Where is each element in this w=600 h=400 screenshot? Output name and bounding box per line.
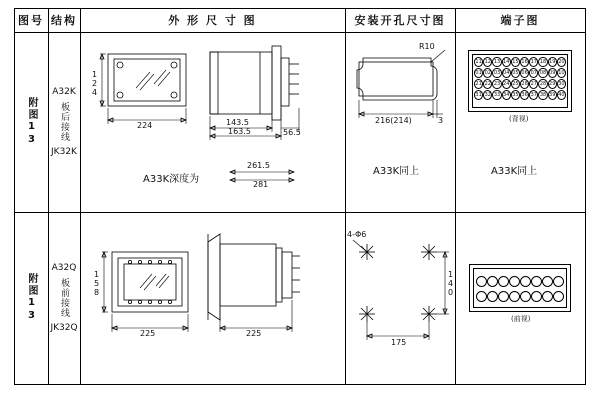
terminal2-rows xyxy=(476,272,564,306)
row2-cutout-drawing xyxy=(345,212,455,384)
terminal-pin xyxy=(542,276,553,287)
frame-right xyxy=(585,8,586,385)
terminal-row xyxy=(474,90,566,100)
row1-struct-bottom: JK32K xyxy=(51,147,77,157)
terminal-pin: 27 xyxy=(530,81,537,87)
header-col-terminal-label: 端子图 xyxy=(500,14,540,27)
terminal-row xyxy=(476,291,564,302)
terminal2-caption: (前视) xyxy=(511,315,531,323)
row2-terminal-drawing xyxy=(455,212,585,384)
dim-143-5: 143.5 xyxy=(226,118,249,127)
terminal-pin: 38 xyxy=(539,92,547,98)
terminal-pin: 37 xyxy=(530,92,537,98)
dim-216-214: 216(214) xyxy=(375,116,412,125)
terminal-pin: 16 xyxy=(521,59,528,65)
dim-281: 281 xyxy=(253,180,269,189)
header-col-cutout xyxy=(345,8,455,32)
terminal-pin: 18 xyxy=(539,59,547,65)
terminal-pin: 19 xyxy=(549,59,556,65)
header-col-cutout-label: 安装开孔尺寸图 xyxy=(354,14,446,27)
terminal-pin xyxy=(520,276,531,287)
terminal-pin xyxy=(531,291,542,302)
terminal-pin xyxy=(498,291,509,302)
terminal-pin: 35 xyxy=(512,92,519,98)
row2-struct-top: A32Q xyxy=(51,263,77,273)
row2-outline-drawing xyxy=(80,212,345,384)
dim-r10: R10 xyxy=(419,42,435,51)
terminal-pin: 11 xyxy=(475,59,482,65)
header-col-struct xyxy=(48,8,80,32)
terminal-pin xyxy=(509,276,520,287)
terminal-pin xyxy=(476,291,487,302)
terminal-pin: 26 xyxy=(521,81,528,87)
terminal-pin: 21 xyxy=(475,81,482,87)
note-a33k-depth: A33K深度为 xyxy=(143,174,200,185)
row2-no-cell xyxy=(14,212,48,384)
terminal-pin xyxy=(509,291,520,302)
terminal-pin: 25 xyxy=(512,81,519,87)
row2-no-label: 附图13 xyxy=(26,273,37,323)
terminal-pin: 30 xyxy=(558,81,565,87)
terminal-pin: 09 xyxy=(549,70,556,76)
terminal-pin: 17 xyxy=(530,59,537,65)
terminal-pin: 07 xyxy=(530,70,537,76)
row1-struct-mid: 板后接线 xyxy=(59,102,69,142)
terminal-pin: 14 xyxy=(503,59,510,65)
row1-struct-cell xyxy=(48,32,80,212)
frame-bottom xyxy=(14,384,586,385)
dim-124: 124 xyxy=(90,70,99,97)
terminal-pin xyxy=(553,291,564,302)
dim-225-side: 225 xyxy=(246,329,262,338)
terminal-caption: (背视) xyxy=(509,115,529,123)
terminal-pin: 05 xyxy=(512,70,519,76)
terminal-pin: 32 xyxy=(484,92,491,98)
dim-140: 140 xyxy=(446,270,455,297)
header-col-outline xyxy=(80,8,345,32)
row1-no-cell xyxy=(14,32,48,212)
hole-note-4-phi6: 4-Φ6 xyxy=(347,230,367,239)
terminal-pin xyxy=(553,276,564,287)
dim-261-5: 261.5 xyxy=(247,161,270,170)
terminal-row xyxy=(474,57,566,67)
terminal-row xyxy=(474,79,566,89)
header-col-no-label: 图号 xyxy=(18,14,44,27)
row2-struct-cell xyxy=(48,212,80,384)
terminal-pin: 06 xyxy=(521,70,528,76)
note-cutout-a33k: A33K同上 xyxy=(373,166,420,177)
terminal-pin xyxy=(487,291,498,302)
row1-no-label: 附图13 xyxy=(26,97,37,147)
terminal-pin: 10 xyxy=(558,70,565,76)
terminal-pin: 33 xyxy=(493,92,501,98)
dim-175: 175 xyxy=(391,338,407,347)
terminal-pin: 31 xyxy=(475,92,482,98)
terminal-pin xyxy=(476,276,487,287)
terminal-pin: 36 xyxy=(521,92,528,98)
dim-56-5: 56.5 xyxy=(283,128,301,137)
dim-158: 158 xyxy=(92,270,101,297)
terminal-pin: 12 xyxy=(484,59,491,65)
terminal-pin: 03 xyxy=(493,70,501,76)
terminal-pin xyxy=(498,276,509,287)
terminal-pin: 34 xyxy=(503,92,510,98)
dim-225-front: 225 xyxy=(140,329,156,338)
terminal-row xyxy=(474,68,566,78)
row1-cutout-drawing xyxy=(345,32,455,212)
terminal-pin: 28 xyxy=(539,81,547,87)
header-col-no xyxy=(14,8,48,32)
header-col-outline-label: 外 形 尺 寸 图 xyxy=(168,14,257,27)
terminal-pin: 04 xyxy=(503,70,510,76)
dim-224: 224 xyxy=(137,121,153,130)
terminal-pin: 24 xyxy=(503,81,510,87)
terminal-pin: 23 xyxy=(493,81,501,87)
terminal-pin: 01 xyxy=(475,70,482,76)
terminal-pin: 15 xyxy=(512,59,519,65)
note-terminal-a33k: A33K同上 xyxy=(491,166,538,177)
row2-struct-bottom: JK32Q xyxy=(50,323,78,333)
header-col-struct-label: 结构 xyxy=(51,14,77,27)
terminal-row xyxy=(476,276,564,287)
row1-outline-drawing xyxy=(80,32,345,212)
terminal-pin: 40 xyxy=(558,92,565,98)
header-col-terminal xyxy=(455,8,585,32)
terminal-pin: 02 xyxy=(484,70,491,76)
terminal-pin xyxy=(542,291,553,302)
terminal-pin: 08 xyxy=(539,70,547,76)
terminal-pin: 22 xyxy=(484,81,491,87)
terminal-pin: 39 xyxy=(549,92,556,98)
terminal-pin: 29 xyxy=(549,81,556,87)
row1-struct-top: A32K xyxy=(52,87,76,97)
terminal-pin xyxy=(487,276,498,287)
terminal-pin: 13 xyxy=(493,59,501,65)
dim-gap-3: 3 xyxy=(438,116,444,125)
dim-163-5: 163.5 xyxy=(228,127,251,136)
terminal-pin: 20 xyxy=(558,59,565,65)
terminal-rows xyxy=(474,56,566,101)
terminal-pin xyxy=(531,276,542,287)
terminal-pin xyxy=(520,291,531,302)
row1-terminal-drawing xyxy=(455,32,585,212)
row2-struct-mid: 板前接线 xyxy=(59,278,69,318)
